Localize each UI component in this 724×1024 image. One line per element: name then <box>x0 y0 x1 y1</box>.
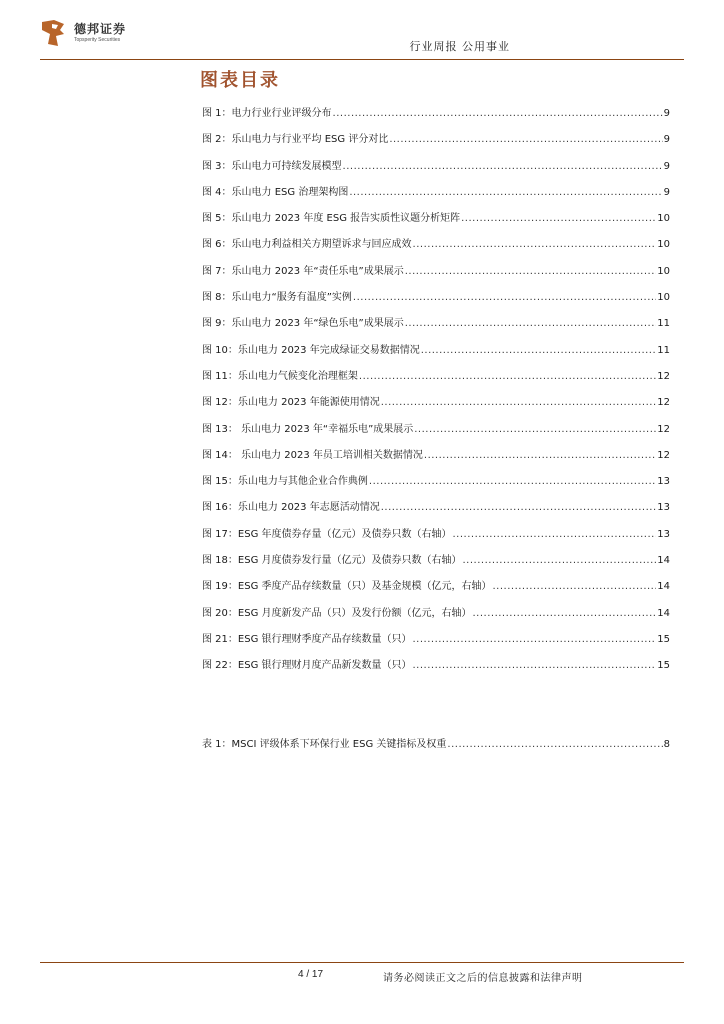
company-logo <box>40 16 180 50</box>
toc-figure-entry[interactable] <box>202 235 670 261</box>
toc-title: 图表目录 <box>200 70 280 91</box>
logo-chinese-name: 德邦证券 <box>74 22 127 36</box>
toc-figure-entry-label: 图 20：ESG 月度新发产品（只）及发行份额（亿元，右轴） <box>202 607 472 619</box>
toc-figure-entry-page: 9 <box>663 186 670 198</box>
dot-leader <box>381 397 657 408</box>
dot-leader <box>369 476 656 487</box>
dot-leader <box>349 187 662 198</box>
toc-figure-entry[interactable] <box>202 262 670 288</box>
toc-figure-entry[interactable] <box>202 525 670 551</box>
dot-leader <box>359 371 656 382</box>
toc-figure-entry-label: 图 7：乐山电力 2023 年“责任乐电”成果展示 <box>202 265 404 277</box>
toc-figure-entry[interactable] <box>202 341 670 367</box>
dot-leader <box>414 424 656 435</box>
dot-leader <box>389 134 662 145</box>
toc-figure-entry-label: 图 22：ESG 银行理财月度产品新发数量（只） <box>202 660 412 672</box>
toc-figure-entry[interactable] <box>202 130 670 156</box>
toc-figure-entry[interactable] <box>202 604 670 630</box>
toc-figure-entry-label: 图 14： 乐山电力 2023 年员工培训相关数据情况 <box>202 449 423 461</box>
toc-figure-entry-page: 13 <box>657 528 670 540</box>
page-number: 4 / 17 <box>298 969 324 980</box>
footer-divider <box>40 962 684 963</box>
toc-figure-entry-label: 图 4：乐山电力 ESG 治理架构图 <box>202 186 349 198</box>
toc-figure-entry-label: 图 2：乐山电力与行业平均 ESG 评分对比 <box>202 134 389 146</box>
toc-figure-entry-label: 图 17：ESG 年度债券存量（亿元）及债券只数（右轴） <box>202 528 452 540</box>
toc-table-entry-page: 8 <box>663 739 670 750</box>
toc-figure-entry-page: 9 <box>663 108 670 119</box>
toc-figure-entry-page: 15 <box>657 633 670 645</box>
dot-leader <box>493 581 657 592</box>
dot-leader <box>405 318 657 329</box>
dot-leader <box>405 266 657 277</box>
toc-figure-entry-label: 图 21：ESG 银行理财季度产品存续数量（只） <box>202 633 412 645</box>
toc-figure-entry-label: 图 3：乐山电力可持续发展模型 <box>202 160 342 172</box>
toc-figure-entry[interactable] <box>202 314 670 340</box>
toc-figure-entry[interactable] <box>202 656 670 682</box>
table-list <box>202 735 670 761</box>
toc-figure-entry-page: 9 <box>663 160 670 172</box>
toc-figure-entry[interactable] <box>202 157 670 183</box>
toc-figure-entry[interactable] <box>202 288 670 314</box>
dot-leader <box>461 213 656 224</box>
dot-leader <box>413 239 657 250</box>
toc-figure-entry-label: 图 6：乐山电力利益相关方期望诉求与回应成效 <box>202 239 412 251</box>
toc-figure-entry-label: 图 8：乐山电力“服务有温度”实例 <box>202 292 352 304</box>
report-category: 行业周报 公用事业 <box>409 40 510 53</box>
toc-figure-entry[interactable] <box>202 209 670 235</box>
logo-english-name: Topsperity Securities <box>74 37 121 43</box>
toc-figure-entry-page: 12 <box>657 397 670 409</box>
toc-figure-entry-page: 13 <box>657 476 670 488</box>
toc-table-entry-label: 表 1：MSCI 评级体系下环保行业 ESG 关键指标及权重 <box>202 739 447 750</box>
dot-leader <box>453 529 657 540</box>
toc-figure-entry[interactable] <box>202 446 670 472</box>
header-divider <box>40 59 684 60</box>
dot-leader <box>353 292 656 303</box>
toc-figure-entry[interactable] <box>202 393 670 419</box>
toc-figure-entry[interactable] <box>202 104 670 130</box>
dot-leader <box>463 555 657 566</box>
toc-figure-entry-page: 12 <box>657 449 670 461</box>
dot-leader <box>343 161 663 172</box>
dot-leader <box>447 739 662 750</box>
toc-figure-entry[interactable] <box>202 367 670 393</box>
toc-figure-entry-label: 图 12：乐山电力 2023 年能源使用情况 <box>202 397 380 409</box>
toc-figure-entry-page: 10 <box>657 213 670 225</box>
toc-figure-entry-page: 13 <box>657 502 670 514</box>
dot-leader <box>413 660 657 671</box>
toc-figure-entry-label: 图 1：电力行业行业评级分布 <box>202 108 332 119</box>
toc-figure-entry-label: 图 19：ESG 季度产品存续数量（只）及基金规模（亿元，右轴） <box>202 581 492 593</box>
toc-figure-entry-page: 12 <box>657 423 670 435</box>
toc-table-entry[interactable] <box>202 735 670 761</box>
toc-figure-entry-page: 15 <box>657 660 670 672</box>
dot-leader <box>473 608 657 619</box>
toc-figure-entry-page: 10 <box>657 265 670 277</box>
toc-figure-entry-label: 图 10：乐山电力 2023 年完成绿证交易数据情况 <box>202 344 420 356</box>
dot-leader <box>421 345 657 356</box>
toc-figure-entry[interactable] <box>202 551 670 577</box>
figure-list <box>202 104 670 683</box>
toc-figure-entry-page: 11 <box>657 318 670 330</box>
dot-leader <box>424 450 656 461</box>
toc-figure-entry-page: 14 <box>657 607 670 619</box>
toc-figure-entry-page: 11 <box>657 344 670 356</box>
toc-figure-entry-label: 图 15：乐山电力与其他企业合作典例 <box>202 476 368 488</box>
toc-figure-entry-page: 10 <box>657 292 670 304</box>
toc-figure-entry-page: 9 <box>663 134 670 146</box>
toc-figure-entry[interactable] <box>202 630 670 656</box>
toc-figure-entry-label: 图 9：乐山电力 2023 年“绿色乐电”成果展示 <box>202 318 404 330</box>
dot-leader <box>381 502 657 513</box>
toc-figure-entry-page: 14 <box>657 581 670 593</box>
toc-figure-entry[interactable] <box>202 420 670 446</box>
dot-leader <box>413 634 657 645</box>
toc-figure-entry-label: 图 18：ESG 月度债券发行量（亿元）及债券只数（右轴） <box>202 555 462 567</box>
footer-disclaimer: 请务必阅读正文之后的信息披露和法律声明 <box>383 973 583 984</box>
logo-emblem-icon <box>40 18 66 48</box>
toc-figure-entry-label: 图 13： 乐山电力 2023 年“幸福乐电”成果展示 <box>202 423 414 435</box>
toc-figure-entry-page: 14 <box>657 555 670 567</box>
toc-figure-entry-label: 图 5：乐山电力 2023 年度 ESG 报告实质性议题分析矩阵 <box>202 213 461 225</box>
dot-leader <box>333 108 663 119</box>
toc-figure-entry[interactable] <box>202 183 670 209</box>
toc-figure-entry-page: 10 <box>657 239 670 251</box>
toc-figure-entry-label: 图 11：乐山电力气候变化治理框架 <box>202 370 358 382</box>
toc-figure-entry-page: 12 <box>657 370 670 382</box>
toc-figure-entry-label: 图 16：乐山电力 2023 年志愿活动情况 <box>202 502 380 514</box>
toc-figure-entry[interactable] <box>202 472 670 498</box>
toc-figure-entry[interactable] <box>202 498 670 524</box>
toc-figure-entry[interactable] <box>202 577 670 603</box>
